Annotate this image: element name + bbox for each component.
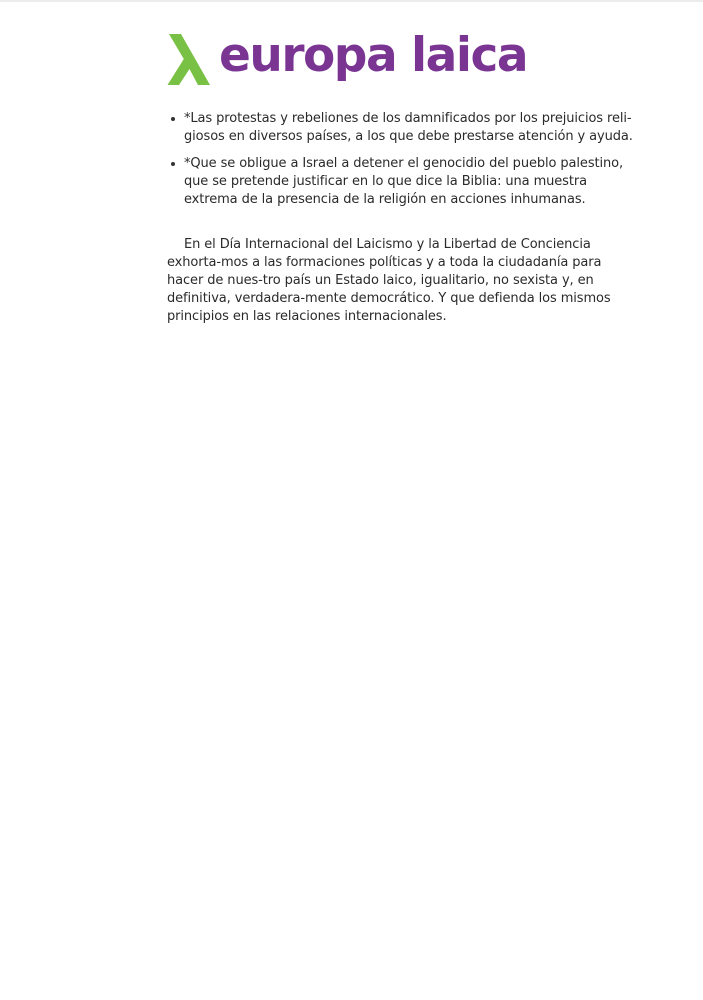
list-item-text: *Las protestas y rebeliones de los damnificados por los prejuicios reli-giosos en diversos países, a los que debe prestarse atención y ayuda. [184,111,633,144]
list-item [167,155,637,209]
lambda-icon [167,30,211,86]
list-item [167,110,637,146]
bullet-dot [171,117,175,121]
europa-laica-logo [167,28,637,88]
bullet-list [167,110,637,209]
document-page [167,28,637,326]
list-item-text: *Que se obligue a Israel a detener el genocidio del pueblo palestino, que se pretende justificar en lo que dice la Biblia: una muestra extrema de la presencia de la religión en acciones inhumanas. [184,156,624,207]
logo-wordmark: europa laica [219,27,528,83]
bullet-dot [171,162,175,166]
top-divider [0,0,703,2]
closing-paragraph: En el Día Internacional del Laicismo y la Libertad de Conciencia exhorta-mos a las formaciones políticas y a toda la ciudadanía para hacer de nues-tro país un Estado laico, igualitario, no sexista y, en definitiva, verdadera-mente democrático. Y que defienda los mismos principios en las relaciones internacionales. [167,237,611,324]
